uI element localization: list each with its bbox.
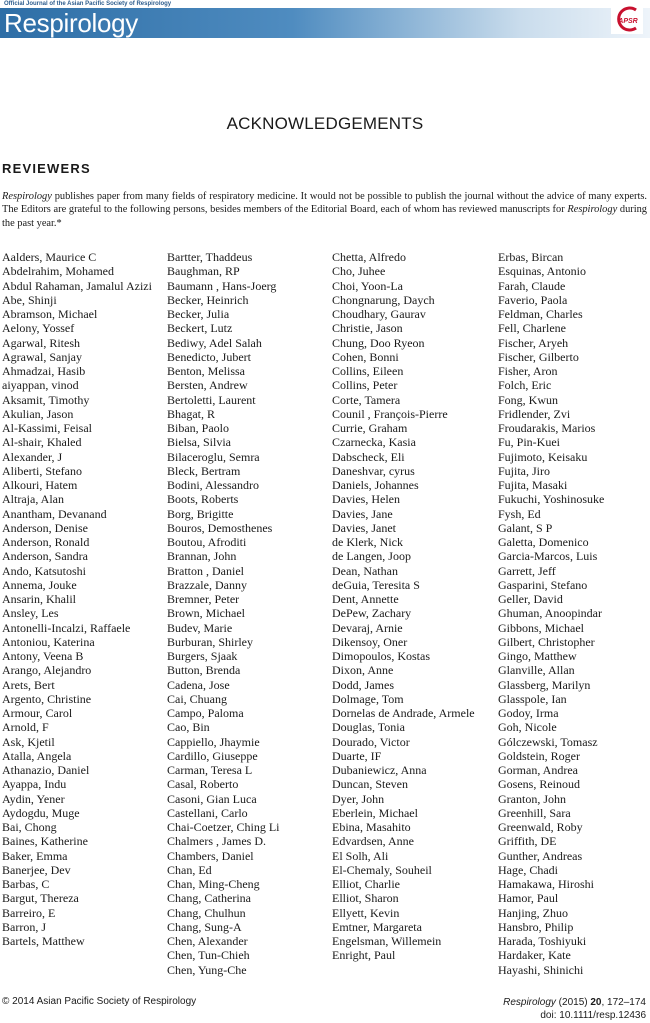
journal-title: Respirology [4, 8, 138, 38]
reviewer-name: Aksamit, Timothy [2, 392, 90, 407]
reviewer-name: Al-Kassimi, Feisal [2, 421, 92, 435]
reviewer-column-4 [498, 250, 650, 977]
reviewer-name: Antonelli-Incalzi, Raffaele [2, 620, 131, 635]
reviewer-name: Abe, Shinji [2, 292, 57, 307]
reviewer-name: Gosens, Reinoud [498, 777, 580, 792]
reviewer-name: Brown, Michael [167, 606, 245, 621]
reviewer-list [2, 250, 648, 982]
reviewer-name: Bhagat, R [167, 406, 215, 421]
reviewer-name: Arnold, F [2, 720, 49, 735]
reviewer-name: Gólczewski, Tomasz [498, 734, 598, 749]
reviewer-name: Davies, Helen [332, 492, 400, 507]
reviewer-column-1 [2, 250, 162, 948]
reviewer-name: Aelony, Yossef [2, 321, 75, 336]
reviewer-name: Biban, Paolo [167, 421, 229, 435]
intro-journal-name: Respirology [2, 191, 52, 202]
reviewer-name: Abdul Rahaman, Jamalul Azizi [2, 278, 152, 293]
reviewer-name: deGuia, Teresita S [332, 577, 420, 592]
reviewer-name: Bremner, Peter [167, 592, 240, 606]
reviewer-name: Beckert, Lutz [167, 321, 233, 336]
reviewer-name: Ando, Katsutoshi [2, 563, 86, 578]
reviewer-name: Bartels, Matthew [2, 934, 85, 948]
reviewer-name: Griffith, DE [498, 834, 557, 849]
reviewer-name: Dikensoy, Oner [332, 634, 408, 649]
reviewer-name: Hamakawa, Hiroshi [498, 877, 594, 891]
reviewer-name: Fisher, Aron [498, 364, 558, 378]
reviewer-name: Ask, Kjetil [2, 734, 55, 749]
reviewer-name: Bargut, Thereza [2, 891, 79, 906]
reviewer-name: Armour, Carol [2, 706, 73, 720]
reviewer-name: Ghuman, Anoopindar [498, 606, 602, 621]
reviewer-name: Baker, Emma [2, 848, 68, 863]
reviewer-name: Goh, Nicole [498, 720, 557, 735]
reviewer-name: Fysh, Ed [498, 506, 541, 521]
reviewer-name: Ahmadzai, Hasib [2, 364, 86, 378]
reviewer-name: Dixon, Anne [332, 663, 394, 678]
reviewer-name: Bertoletti, Laurent [167, 392, 256, 407]
reviewer-name: Faverio, Paola [498, 292, 568, 307]
reviewer-name: Akulian, Jason [2, 406, 74, 421]
reviewer-name: Dornelas de Andrade, Armele [332, 706, 475, 720]
reviewer-name: Ayappa, Indu [2, 777, 67, 792]
reviewer-name: Edvardsen, Anne [332, 834, 414, 849]
reviewer-name: Bielsa, Silvia [167, 435, 231, 450]
reviewer-name: Daneshvar, cyrus [332, 463, 415, 478]
reviewer-name: Harada, Toshiyuki [498, 934, 587, 948]
reviewer-name: Benedicto, Jubert [167, 349, 251, 364]
reviewer-name: Dubaniewicz, Anna [332, 763, 427, 777]
reviewer-name: Hayashi, Shinichi [498, 962, 584, 977]
reviewer-name: Dimopoulos, Kostas [332, 649, 431, 663]
reviewer-name: Dabscheck, Eli [332, 449, 405, 464]
reviewer-name: Currie, Graham [332, 421, 408, 435]
reviewer-name: Baughman, RP [167, 264, 240, 279]
reviewer-name: aiyappan, vinod [2, 378, 79, 393]
reviewer-name: Hamor, Paul [498, 891, 559, 906]
reviewer-name: de Klerk, Nick [332, 535, 403, 549]
reviewer-name: Cadena, Jose [167, 677, 230, 692]
reviewer-name: Bartter, Thaddeus [167, 250, 253, 264]
reviewer-name: Anderson, Denise [2, 520, 88, 535]
reviewer-name: Arets, Bert [2, 677, 55, 692]
reviewer-name: Cappiello, Jhaymie [167, 734, 260, 749]
reviewer-name: Anantham, Devanand [2, 506, 107, 521]
reviewer-name: Davies, Jane [332, 506, 393, 521]
copyright: © 2014 Asian Pacific Society of Respirology [2, 996, 197, 1007]
reviewer-name: Cai, Chuang [167, 691, 227, 706]
reviewer-name: Dolmage, Tom [332, 691, 404, 706]
intro-journal-name-2: Respirology [567, 204, 618, 216]
journal-tagline: Official Journal of the Asian Pacific Society of Respirology [4, 1, 172, 7]
reviewer-name: Altraja, Alan [2, 492, 64, 507]
reviewer-name: Fischer, Gilberto [498, 349, 579, 364]
reviewer-name: Ebina, Masahito [332, 820, 411, 834]
reviewer-name: Becker, Heinrich [167, 292, 249, 307]
reviewer-name: Dean, Nathan [332, 563, 398, 578]
section-title: REVIEWERS [2, 161, 91, 176]
reviewer-name: Gunther, Andreas [498, 848, 583, 863]
reviewer-name: Devaraj, Arnie [332, 620, 403, 635]
reviewer-name: Dodd, James [332, 677, 394, 692]
reviewer-name: Abdelrahim, Mohamed [2, 264, 114, 279]
reviewer-name: Dent, Annette [332, 592, 399, 606]
reviewer-name: Alexander, J [2, 449, 63, 464]
reviewer-name: Collins, Peter [332, 378, 398, 393]
reviewer-name: Duncan, Steven [332, 777, 408, 792]
reviewer-name: Chai-Coetzer, Ching Li [167, 820, 280, 834]
reviewer-name: Chen, Tun-Chieh [167, 948, 250, 963]
reviewer-name: Dyer, John [332, 791, 385, 806]
reviewer-name: Bodini, Alessandro [167, 478, 259, 492]
citation-volume: 20 [590, 997, 602, 1008]
reviewer-name: Engelsman, Willemein [332, 934, 442, 948]
reviewer-name: Budev, Marie [167, 620, 233, 635]
reviewer-name: Antoniou, Katerina [2, 634, 95, 649]
reviewer-name: Cohen, Bonni [332, 349, 399, 364]
reviewer-name: Garcia-Marcos, Luis [498, 549, 598, 564]
reviewer-name: Christie, Jason [332, 321, 403, 336]
reviewer-name: Brannan, John [167, 549, 237, 564]
intro-paragraph [2, 190, 647, 230]
reviewer-name: Fridlender, Zvi [498, 406, 571, 421]
reviewer-name: Goldstein, Roger [498, 748, 580, 763]
citation-pages: , 172–174 [601, 997, 646, 1008]
reviewer-name: Gilbert, Christopher [498, 634, 595, 649]
reviewer-name: Aalders, Maurice C [2, 250, 97, 264]
reviewer-name: Becker, Julia [167, 307, 230, 321]
reviewer-name: Agarwal, Ritesh [2, 335, 80, 350]
intro-text-2: during the past year.* [2, 204, 648, 229]
reviewer-name: Agrawal, Sanjay [2, 349, 82, 364]
reviewer-name: Banerjee, Dev [2, 862, 71, 877]
reviewer-name: El-Chemaly, Souheil [332, 862, 432, 877]
journal-banner [0, 0, 650, 38]
reviewer-name: Galant, S P [498, 520, 553, 535]
apsr-logo [611, 4, 643, 34]
reviewer-name: Athanazio, Daniel [2, 763, 90, 777]
citation-journal: Respirology [503, 997, 556, 1008]
reviewer-name: Fell, Charlene [498, 321, 566, 336]
reviewer-name: Farah, Claude [498, 278, 566, 293]
reviewer-name: Elliot, Sharon [332, 891, 399, 906]
reviewer-name: Fujimoto, Keisaku [498, 449, 588, 464]
intro-text-1: publishes paper from many fields of respiratory medicine. It would not be possible to publish the journal without the advice of many experts. The Editors are grateful to the following persons, besides members of the Editorial Board, each of whom has reviewed manuscripts for [2, 191, 647, 216]
reviewer-name: Al-shair, Khaled [2, 435, 82, 450]
reviewer-name: Casoni, Gian Luca [167, 791, 257, 806]
reviewer-name: Glassberg, Marilyn [498, 677, 591, 692]
reviewer-name: Chambers, Daniel [167, 848, 254, 863]
reviewer-name: Fischer, Aryeh [498, 335, 569, 350]
apsr-logo-text: APSR [618, 18, 638, 25]
reviewer-name: Gingo, Matthew [498, 649, 577, 663]
reviewer-name: Fujita, Masaki [498, 478, 568, 492]
reviewer-name: Cho, Juhee [332, 264, 386, 279]
reviewer-column-2 [167, 250, 327, 977]
reviewer-name: Enright, Paul [332, 948, 396, 963]
reviewer-name: Chung, Doo Ryeon [332, 335, 425, 350]
reviewer-name: Chen, Yung-Che [167, 962, 247, 977]
reviewer-name: Chan, Ed [167, 862, 212, 877]
reviewer-name: Cao, Bin [167, 720, 210, 735]
page-title: ACKNOWLEDGEMENTS [226, 114, 424, 133]
reviewer-name: Campo, Paloma [167, 706, 244, 720]
reviewer-name: Davies, Janet [332, 520, 396, 535]
reviewer-name: Ansley, Les [2, 606, 59, 621]
reviewer-name: Duarte, IF [332, 748, 382, 763]
reviewer-name: Abramson, Michael [2, 307, 98, 321]
reviewer-name: Chen, Alexander [167, 934, 248, 948]
reviewer-name: Counil , François-Pierre [332, 406, 448, 421]
reviewer-name: Chetta, Alfredo [332, 250, 406, 264]
reviewer-name: Corte, Tamera [332, 392, 401, 407]
reviewer-name: Button, Brenda [167, 663, 241, 678]
reviewer-name: Baines, Katherine [2, 834, 88, 849]
reviewer-name: El Solh, Ali [332, 848, 389, 863]
reviewer-name: Gasparini, Stefano [498, 577, 588, 592]
reviewer-name: Benton, Melissa [167, 364, 245, 378]
reviewer-name: Daniels, Johannes [332, 478, 419, 492]
reviewer-name: Garrett, Jeff [498, 563, 556, 578]
reviewer-name: Godoy, Irma [498, 706, 559, 720]
reviewer-name: Bratton , Daniel [167, 563, 244, 578]
reviewer-name: Fujita, Jiro [498, 463, 551, 478]
reviewer-name: Bediwy, Adel Salah [167, 335, 262, 350]
reviewer-name: Chang, Sung-A [167, 919, 242, 934]
reviewer-name: Atalla, Angela [2, 748, 72, 763]
reviewer-name: Czarnecka, Kasia [332, 435, 416, 450]
reviewer-name: Erbas, Bircan [498, 250, 564, 264]
reviewer-name: Aydogdu, Muge [2, 805, 80, 820]
reviewer-name: Fong, Kwun [498, 392, 559, 407]
reviewer-name: Fukuchi, Yoshinosuke [498, 492, 605, 507]
reviewer-name: Eberlein, Michael [332, 805, 418, 820]
reviewer-name: Antony, Veena B [2, 649, 84, 663]
reviewer-name: Choi, Yoon-La [332, 278, 404, 293]
reviewer-name: Bouros, Demosthenes [167, 520, 273, 535]
reviewer-name: Bleck, Bertram [167, 463, 241, 478]
citation [503, 996, 646, 1022]
reviewer-name: Casal, Roberto [167, 777, 239, 792]
reviewer-name: Argento, Christine [2, 691, 92, 706]
reviewer-name: Chang, Chulhun [167, 905, 246, 920]
reviewer-name: DePew, Zachary [332, 606, 412, 621]
reviewer-name: Geller, David [498, 592, 563, 606]
reviewer-name: Arango, Alejandro [2, 663, 92, 678]
reviewer-name: Alkouri, Hatem [2, 478, 78, 492]
reviewer-name: Anderson, Sandra [2, 549, 88, 564]
reviewer-name: Bersten, Andrew [167, 378, 248, 393]
reviewer-name: Hansbro, Philip [498, 919, 574, 934]
reviewer-name: Douglas, Tonia [332, 720, 405, 735]
citation-line [503, 996, 646, 1009]
reviewer-name: Elliot, Charlie [332, 877, 400, 891]
reviewer-name: Cardillo, Giuseppe [167, 748, 258, 763]
reviewer-name: Chang, Catherina [167, 891, 251, 906]
reviewer-name: Hardaker, Kate [498, 948, 571, 963]
reviewer-name: Fu, Pin-Kuei [498, 435, 561, 450]
reviewer-name: Aliberti, Stefano [2, 463, 82, 478]
reviewer-name: Baumann , Hans-Joerg [167, 278, 277, 293]
reviewer-name: Galetta, Domenico [498, 535, 589, 549]
reviewer-name: Borg, Brigitte [167, 506, 234, 521]
reviewer-name: Brazzale, Danny [167, 577, 247, 592]
reviewer-name: Burgers, Sjaak [167, 649, 238, 663]
reviewer-name: Burburan, Shirley [167, 634, 253, 649]
reviewer-name: Granton, John [498, 791, 566, 806]
reviewer-name: Ansarin, Khalil [2, 592, 76, 606]
reviewer-name: Esquinas, Antonio [498, 264, 587, 279]
reviewer-name: Collins, Eileen [332, 364, 404, 378]
reviewer-column-3 [332, 250, 492, 963]
reviewer-name: Greenwald, Roby [498, 820, 583, 834]
reviewer-name: Froudarakis, Marios [498, 421, 596, 435]
reviewer-name: Boots, Roberts [167, 492, 239, 507]
reviewer-name: Choudhary, Gaurav [332, 307, 426, 321]
reviewer-name: Castellani, Carlo [167, 805, 248, 820]
reviewer-name: Boutou, Afroditi [167, 535, 247, 549]
reviewer-name: Dourado, Victor [332, 734, 410, 749]
reviewer-name: Glasspole, Ian [498, 691, 567, 706]
reviewer-name: Anderson, Ronald [2, 535, 90, 549]
reviewer-name: Barreiro, E [2, 905, 56, 920]
reviewer-name: Gorman, Andrea [498, 763, 578, 777]
reviewer-name: Hage, Chadi [498, 862, 558, 877]
reviewer-name: Glanville, Allan [498, 663, 575, 678]
reviewer-name: Barron, J [2, 919, 46, 934]
reviewer-name: Gibbons, Michael [498, 620, 584, 635]
citation-year: (2015) [555, 997, 591, 1008]
reviewer-name: Carman, Teresa L [167, 763, 253, 777]
reviewer-name: Barbas, C [2, 877, 50, 891]
reviewer-name: Folch, Eric [498, 378, 552, 393]
reviewer-name: Feldman, Charles [498, 307, 583, 321]
reviewer-name: Aydin, Yener [2, 791, 65, 806]
reviewer-name: Chalmers , James D. [167, 834, 266, 849]
reviewer-name: Chongnarung, Daych [332, 292, 435, 307]
reviewer-name: Annema, Jouke [2, 577, 77, 592]
reviewer-name: Greenhill, Sara [498, 805, 571, 820]
reviewer-name: Ellyett, Kevin [332, 905, 400, 920]
reviewer-name: Chan, Ming-Cheng [167, 877, 260, 891]
citation-doi: doi: 10.1111/resp.12436 [540, 1010, 646, 1021]
reviewer-name: Bai, Chong [2, 820, 57, 834]
reviewer-name: de Langen, Joop [332, 549, 411, 564]
reviewer-name: Emtner, Margareta [332, 919, 422, 934]
reviewer-name: Bilaceroglu, Semra [167, 449, 260, 464]
reviewer-name: Hanjing, Zhuo [498, 905, 568, 920]
